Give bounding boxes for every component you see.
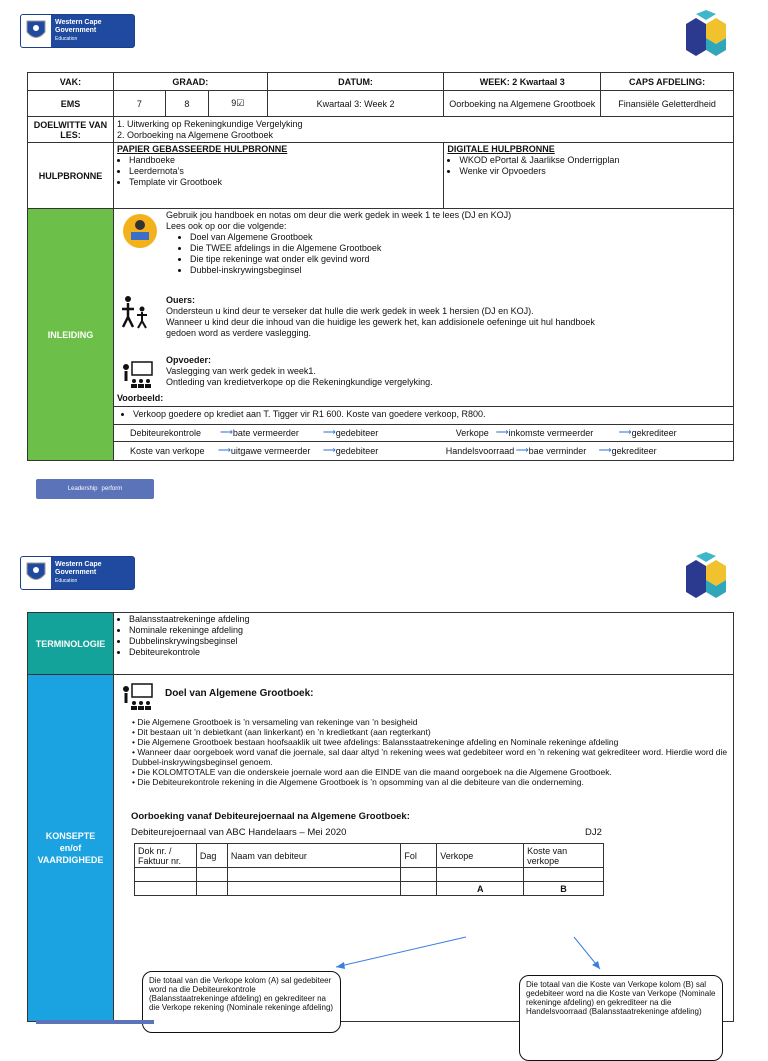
r2-effect2: bae verminder [528,445,587,456]
doel-title: Doel van Algemene Grootboek: [164,688,314,699]
ems-logo-icon [682,552,730,600]
doelwitte-label: DOELWITTE VAN LES: [28,117,114,143]
r1-entry2: gekrediteer [631,427,677,438]
digital-item: • WKOD ePortal & Jaarlikse Onderrigplan [459,155,730,166]
doel-bullet: • Wanneer daar oorgeboek word vanaf die joernale, sal daar altyd ’n rekening wees wat gedebiteer word en ’n rekening wat gekrediteer word. Hierdie word die Dubbel-inskrywingsbeginsel genoem. [131,747,728,767]
inleiding-label: INLEIDING [28,209,114,461]
arrow-icon: ⟶ [322,427,336,437]
doel-bullet: • Dit bestaan uit ’n debietkant (aan linkerkant) en ’n kredietkant (aan regterkant) [131,727,431,737]
konsepte-content [113,675,733,1022]
callout-a: Die totaal van die Verkope kolom (A) sal gedebiteer word na die Debiteurekontrole (Balansstaatrekeninge afdeling) en gekrediteer na die Verkope rekening (Nominale rekeninge afdeling) [142,971,341,1033]
arrow-icon: ⟶ [515,445,529,455]
terminologie-label: TERMINOLOGIE [28,613,114,675]
footer-badge [36,479,154,499]
arrow-b-head [592,961,600,969]
r1-account2: Verkope [455,427,489,438]
learner-reading-icon [122,213,158,249]
header-vak: VAK: [28,73,114,91]
arrow-a-head [336,962,345,969]
callout-b: Die totaal van die Koste van Verkope kolom (B) sal gedebiteer word na die Koste van Verkope (Nominale rekeninge afdeling) en gekrediteer na die Handelsvoorraad (Balansstaatrekeninge afdeling) [519,975,723,1061]
arrow-icon: ⟶ [322,445,336,455]
voorbeeld-item: • Verkoop goedere op krediet aan T. Tigger vir R1 600. Koste van goedere verkoop, R800. [133,409,486,420]
logo-line3: Education [55,578,78,584]
analysis-row-1 [130,427,730,438]
arrow-icon: ⟶ [495,427,509,437]
arrow-a-line [336,937,466,967]
grade-8: 8 [165,91,208,117]
teacher-icon [120,361,154,389]
col-naam: Naam van debiteur [227,844,401,868]
doel-bullet: • Die Algemene Grootboek bestaan hoofsaaklik uit twee afdelings: Balansstaatrekeninge afdeling en Nominale rekeninge afdeling [131,737,619,747]
ouers-line2: Wanneer u kind deur die inhoud van die huidige les gewerk het, kan addisionele oefeninge uit hul handboek [165,317,595,327]
total-b: B [524,882,604,896]
lesson-table-page1 [27,72,734,461]
doel-bullet: • Die KOLOMTOTALE van die onderskeie joernale word aan die EINDE van die maand oorgeboek na die Algemene Grootboek. [131,767,612,777]
oorboeking-title: Oorboeking vanaf Debiteurejoernaal na Algemene Grootboek: [130,811,410,822]
wcg-logo [20,556,135,590]
grade-7: 7 [113,91,165,117]
analysis-row-2 [130,445,735,456]
r1-effect2: inkomste vermeerder [508,427,594,438]
col-fol: Fol [401,844,437,868]
paper-item: • Template vir Grootboek [129,177,440,188]
col-dok: Dok nr. / Faktuur nr. [134,844,196,868]
footer-badge-partial [36,1020,154,1024]
arrow-icon: ⟶ [217,445,231,455]
arrow-icon: ⟶ [219,427,233,437]
doel-bullet: • Die Algemene Grootboek is ’n versameling van rekeninge van ’n besigheid [131,717,418,727]
r2-effect: uitgawe vermeerder [230,445,311,456]
r1-effect: bate vermeerder [232,427,299,438]
badge-right: perform [101,486,123,492]
logo-line1: Western Cape [55,19,102,26]
konsepte-label-3: VAARDIGHEDE [37,855,104,865]
terminologie-list [113,613,733,675]
learner-item: • Doel van Algemene Grootboek [190,232,746,243]
callout-arrows [114,675,735,1021]
hulpbronne-label: HULPBRONNE [28,143,114,209]
caps-value: Finansiële Geletterdheid [601,91,734,117]
doelwit-2: 2. Oorboeking na Algemene Grootboek [116,129,274,140]
col-koste: Koste van verkope [524,844,604,868]
header-datum: DATUM: [267,73,444,91]
ouers-line3: gedoen word as verdere vaslegging. [165,328,312,338]
header-caps: CAPS AFDELING: [601,73,734,91]
r2-account: Koste van verkope [129,445,205,456]
term-item: • Balansstaatrekeninge afdeling [129,614,730,625]
digital-item: • Wenke vir Opvoeders [459,166,730,177]
learner-item: • Die tipe rekeninge wat onder elk gevind word [190,254,746,265]
ouers-title: Ouers: [165,295,195,305]
inleiding-content [113,209,733,461]
opvoeder-title: Opvoeder: [165,355,211,365]
doelwit-1: 1. Uitwerking op Rekeningkundige Vergelyking [116,118,303,129]
voorbeeld-label: Voorbeeld: [116,393,164,403]
doelwitte-list [113,117,733,143]
r1-entry: gedebiteer [335,427,379,438]
r2-entry: gedebiteer [335,445,379,456]
crest-icon [21,15,51,47]
r2-account2: Handelsvoorraad [445,445,515,456]
learner-item: • Dubbel-inskrywingsbeginsel [190,265,746,276]
total-a: A [437,882,524,896]
konsepte-label-2: en/of [59,843,82,853]
konsepte-label [28,675,114,1022]
header-graad: GRAAD: [113,73,267,91]
doel-bullet: • Die Debiteurekontrole rekening in die Algemene Grootboek is ’n opsomming van al die debiteure van die onderneming. [131,777,584,787]
paper-resources [113,143,443,209]
digital-title: DIGITALE HULPBRONNE [447,144,555,154]
opvoeder-line1: Vaslegging van werk gedek in week1. [165,366,316,376]
logo-line3: Education [55,36,78,42]
term-item: • Debiteurekontrole [129,647,730,658]
crest-icon [21,557,51,589]
logo-line2: Government [55,569,97,576]
datum-value: Kwartaal 3: Week 2 [267,91,444,117]
logo-line1: Western Cape [55,561,102,568]
badge-left: Leadership [67,486,98,492]
logo-line2: Government [55,27,97,34]
arrow-icon: ⟶ [618,427,632,437]
parents-icon [120,295,150,329]
opvoeder-line2: Ontleding van kredietverkope op die Rekeningkundige vergelyking. [165,377,433,387]
col-verkope: Verkope [437,844,524,868]
paper-item: • Leerdernota’s [129,166,440,177]
journal-code: DJ2 [584,827,602,838]
week-value: Oorboeking na Algemene Grootboek [444,91,601,117]
ems-logo-icon [682,10,730,58]
vak-value: EMS [28,91,114,117]
learner-item: • Die TWEE afdelings in die Algemene Grootboek [190,243,746,254]
r1-account: Debiteurekontrole [129,427,201,438]
grade-9: 9☑ [208,91,267,117]
journal-title: Debiteurejoernaal van ABC Handelaars – Mei 2020 [130,827,347,838]
term-item: • Nominale rekeninge afdeling [129,625,730,636]
paper-item: • Handboeke [129,155,440,166]
term-item: • Dubbelinskrywingsbeginsel [129,636,730,647]
col-dag: Dag [196,844,227,868]
konsepte-label-1: KONSEPTE [45,831,96,841]
arrow-icon: ⟶ [598,445,612,455]
digital-resources [444,143,734,209]
header-week: WEEK: 2 Kwartaal 3 [444,73,601,91]
paper-title: PAPIER GEBASSEERDE HULPBRONNE [116,144,288,154]
r2-entry2: gekrediteer [611,445,657,456]
learner-intro: Gebruik jou handboek en notas om deur die werk gedek in week 1 te lees (DJ en KOJ) [165,210,512,220]
lesson-table-page2 [27,612,734,1022]
wcg-logo [20,14,135,48]
ouers-line1: Ondersteun u kind deur te verseker dat hulle die werk gedek in week 1 hersien (DJ en KOJ). [165,306,534,316]
learner-sub: Lees ook op oor die volgende: [165,221,287,231]
